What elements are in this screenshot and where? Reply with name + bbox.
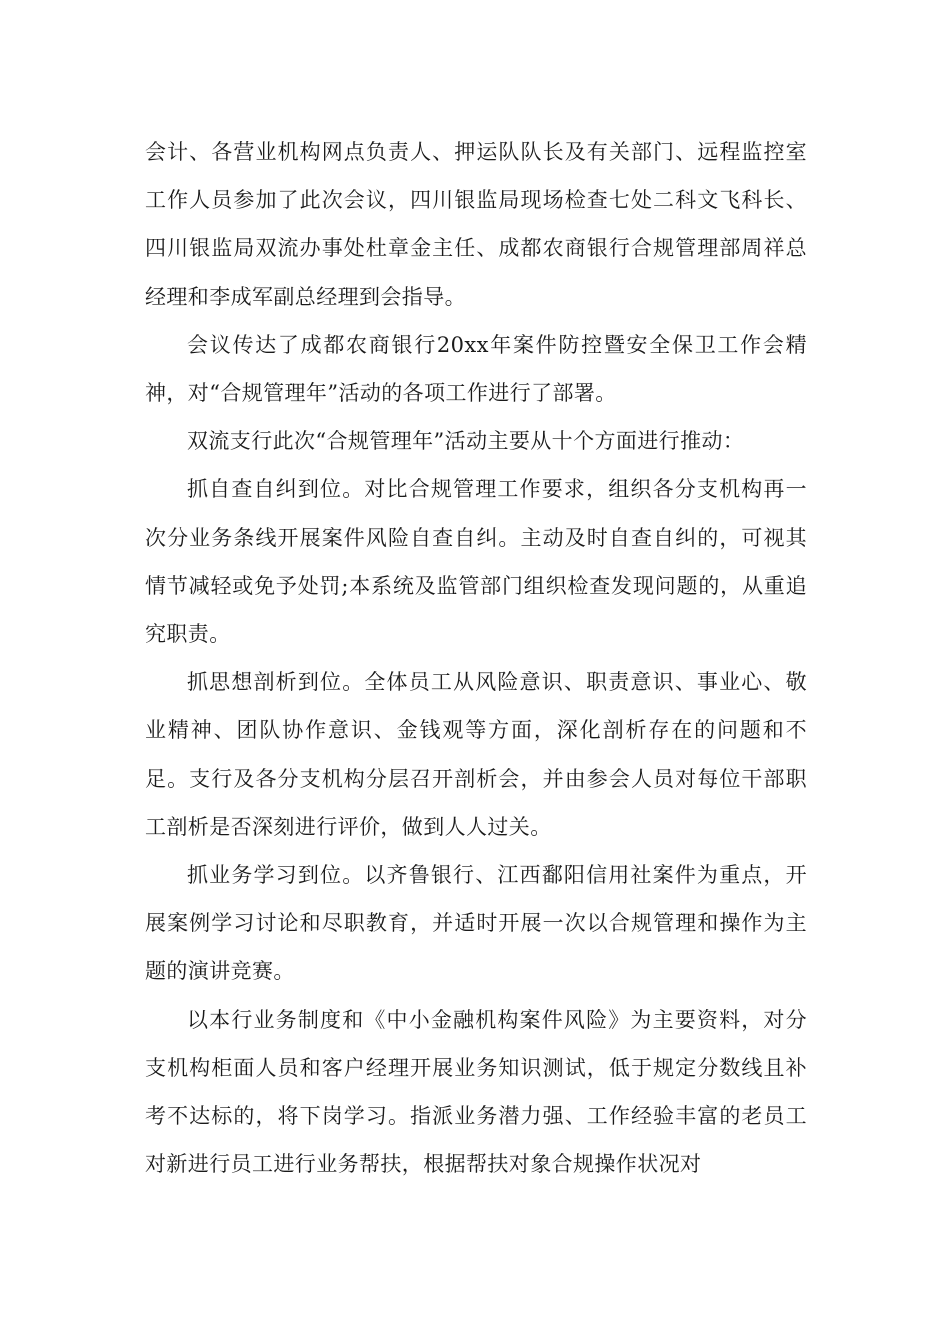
document-body [145, 128, 807, 1188]
paragraph-meeting-spirit: 会议传达了成都农商银行20xx年案件防控暨安全保卫工作会精神，对“合规管理年”活动的各项工作进行了部署。 [145, 332, 807, 406]
paragraph-self-inspection: 抓自查自纠到位。对比合规管理工作要求，组织各分支机构再一次分业务条线开展案件风险自查自纠。主动及时自查自纠的，可视其情节减轻或免予处罚;本系统及监管部门组织检查发现问题的，从重追究职责。 [145, 477, 807, 647]
paragraph-knowledge-test: 以本行业务制度和《中小金融机构案件风险》为主要资料，对分支机构柜面人员和客户经理开展业务知识测试，低于规定分数线且补考不达标的，将下岗学习。指派业务潜力强、工作经验丰富的老员工对新进行员工进行业务帮扶，根据帮扶对象合规操作状况对 [145, 1007, 807, 1177]
paragraph-attendees: 会计、各营业机构网点负责人、押运队队长及有关部门、远程监控室工作人员参加了此次会议，四川银监局现场检查七处二科文飞科长、四川银监局双流办事处杜章金主任、成都农商银行合规管理部周祥总经理和李成军副总经理到会指导。 [145, 140, 807, 309]
paragraph-business-study: 抓业务学习到位。以齐鲁银行、江西鄱阳信用社案件为重点，开展案例学习讨论和尽职教育，并适时开展一次以合规管理和操作为主题的演讲竞赛。 [145, 863, 807, 984]
paragraph-ten-aspects: 双流支行此次“合规管理年”活动主要从十个方面进行推动： [187, 429, 745, 454]
paragraph-thought-analysis: 抓思想剖析到位。全体员工从风险意识、职责意识、事业心、敬业精神、团队协作意识、金钱观等方面，深化剖析存在的问题和不足。支行及各分支机构分层召开剖析会，并由参会人员对每位干部职工剖析是否深刻进行评价，做到人人过关。 [145, 670, 807, 839]
